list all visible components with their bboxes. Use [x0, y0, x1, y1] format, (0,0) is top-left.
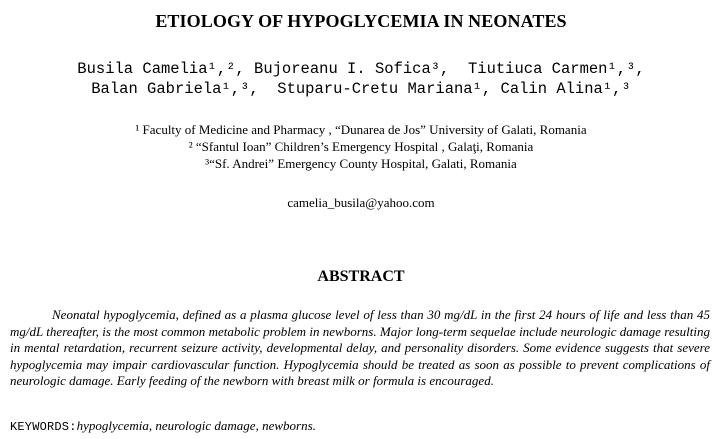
keywords-label: KEYWORDS:	[10, 420, 77, 434]
keywords-line	[10, 418, 316, 434]
keywords-text: hypoglycemia, neurologic damage, newborns.	[76, 418, 316, 433]
abstract-body: Neonatal hypoglycemia, defined as a plasma glucose level of less than 30 mg/dL in the first 24 hours of life and less than 45 mg/dL thereafter, is the most common metabolic problem in newborns. Major long-term sequelae include neurologic damage resulting in mental retardation, recurrent seizure activity, developmental delay, and personality disorders. Some evidence suggests that severe hypoglycemia may impair cardiovascular function. Hypoglycemia should be treated as soon as possible to prevent complications of neurologic damage. Early feeding of the newborn with breast milk or formula is encouraged.	[10, 307, 710, 388]
abstract-heading: ABSTRACT	[317, 268, 405, 285]
contact-email: camelia_busila@yahoo.com	[287, 195, 435, 210]
affiliation-2: ² “Sfantul Ioan” Children’s Emergency Hospital , Galaţi, Romania	[188, 139, 534, 154]
affiliation-3: ³“Sf. Andrei” Emergency County Hospital, Galati, Romania	[205, 156, 517, 171]
affiliation-1: ¹ Faculty of Medicine and Pharmacy , “Dunarea de Jos” University of Galati, Romania	[135, 122, 587, 137]
author-list-line-2: Balan Gabriela¹,³, Stuparu-Cretu Mariana¹, Calin Alina¹,³	[91, 80, 631, 98]
author-list-line-1: Busila Camelia¹,², Bujoreanu I. Sofica³, Tiutiuca Carmen¹,³,	[77, 60, 645, 78]
paper-title: ETIOLOGY OF HYPOGLYCEMIA IN NEONATES	[155, 11, 567, 31]
